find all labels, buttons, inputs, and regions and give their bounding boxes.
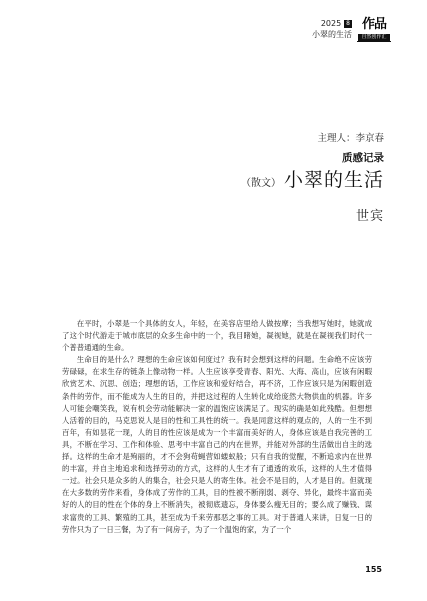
paragraph: 生命目的是什么？理想的生命应该如何度过？我有时会想到这样的问题。生命绝不应该劳劳碌碌，在求生存的链条上像动物一样。人生应该享受青春、阳光、大海、高山，应该有闲暇欣赏艺术、沉思、创造；理想的话，工作应该和爱好结合，再不济，工作应该只是为闲暇创造条件的劳作，而不能成为人生的目的，并把这过程的人生转化成给庞然大物供血的机器。许多人可能会嘲笑我，说有机会劳动能解决一家的温饱应该满足了。现实的确是如此残酷。但想想人活着的目的，马克思说人是目的性和工具性的统一。我是同意这样的观点的，人的一生不到百年，有如昙花一现，人的目的性应该是成为一个丰富而美好的人，身体应该是自我完善的工具，不断在学习、工作和体验、思考中丰富自己的内在世界，并能对外部的生活做出自主的选择。这样的生命才是殉丽的，才不会狗苟蝇营如蝼蚁般；只有自我的觉醒，不断追求内在世界的丰富，并自主地追求和选择劳动的方式，这样的人生才有了通透的欢乐，这样的人生才值得一过。社会只是众多的人的集合，社会只是人的寄生体。社会不是目的，人才是目的。但就现在大多数的劳作来看，身体成了劳作的工具，目的性被不断削弱、剥夺、异化，最终丰富而美好的人的目的性在个体的身上不断消失，被彻底遗忘，身体要么瘦无目的；要么成了赚钱、谋求富贵的工具、繁殖的工具，甚至成为千来劳那恶之事的工具。对于普通人来讲，日复一日的劳作只为了一日三餐，为了有一间房子，为了一个温饱的家，为了一个 xyxy=(62,355,372,534)
issue-badge: 8 xyxy=(346,19,350,27)
author-name: 世宾 xyxy=(355,209,384,224)
logo-mark: 作品 xyxy=(361,17,386,32)
year: 2025 xyxy=(320,19,342,28)
genre-label: （散文） xyxy=(240,178,281,189)
article-body xyxy=(62,318,372,536)
issue-line xyxy=(312,18,352,29)
header-meta xyxy=(312,18,352,40)
host-credit: 主理人：李京春 xyxy=(317,133,384,144)
magazine-logo xyxy=(357,18,391,42)
running-title: 小翠的生活 xyxy=(312,30,352,39)
page-number: 155 xyxy=(365,565,382,574)
page-header xyxy=(312,18,391,42)
logo-subtitle: 自然创作汇 xyxy=(358,34,390,41)
article-title-block xyxy=(241,165,384,192)
article-title: 小翠的生活 xyxy=(283,169,384,191)
column-name: 质感记录 xyxy=(342,152,384,164)
paragraph: 在平时，小翠是一个具体的女人，年轻，在美容店里给人做按摩；当我想写她时，她就成了这个时代游走于城市底层的众多生命中的一个，我目睹她，凝视她，就是在凝视我们时代一个普普通通的生命。 xyxy=(62,319,372,353)
